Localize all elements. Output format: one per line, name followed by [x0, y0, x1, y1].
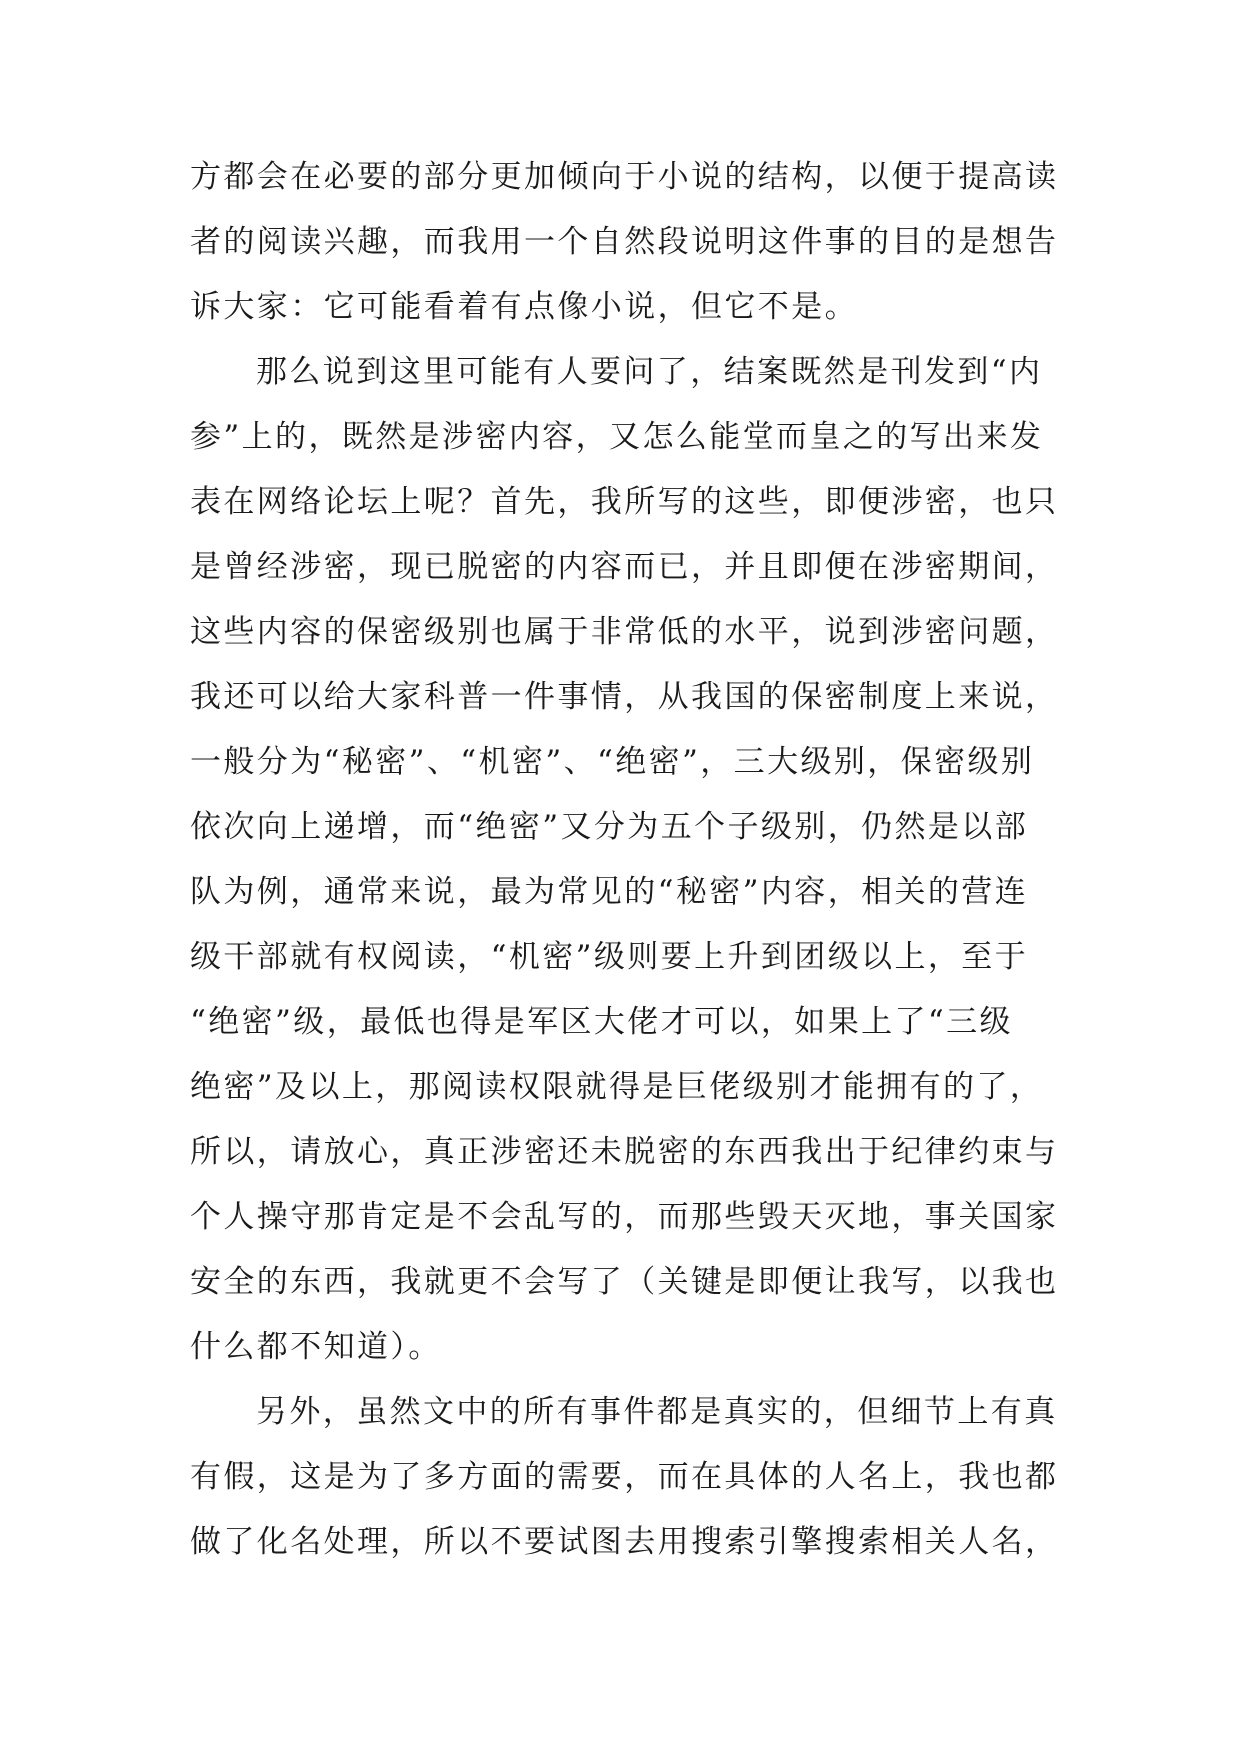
text-line-3: 诉大家：它可能看着有点像小说，但它不是。 — [190, 289, 858, 325]
text-line-13: 级干部就有权阅读，“机密”级则要上升到团级以上，至于 — [190, 939, 1029, 975]
text-line-8: 这些内容的保密级别也属于非常低的水平，说到涉密问题， — [190, 614, 1059, 650]
text-line-21: 有假，这是为了多方面的需要，而在具体的人名上，我也都 — [190, 1459, 1059, 1495]
text-line-15: 绝密”及以上，那阅读权限就得是巨佬级别才能拥有的了， — [190, 1069, 1044, 1105]
text-line-11: 依次向上递增，而“绝密”又分为五个子级别，仍然是以部 — [190, 809, 1029, 845]
text-line-1: 方都会在必要的部分更加倾向于小说的结构，以便于提高读 — [190, 159, 1059, 195]
text-line-17: 个人操守那肯定是不会乱写的，而那些毁天灭地，事关国家 — [190, 1199, 1059, 1235]
body-text — [190, 145, 1059, 1575]
text-line-16: 所以，请放心，真正涉密还未脱密的东西我出于纪律约束与 — [190, 1134, 1059, 1170]
text-line-2: 者的阅读兴趣，而我用一个自然段说明这件事的目的是想告 — [190, 224, 1059, 260]
text-line-9: 我还可以给大家科普一件事情，从我国的保密制度上来说， — [190, 679, 1059, 715]
text-line-22: 做了化名处理，所以不要试图去用搜索引擎搜索相关人名， — [190, 1524, 1059, 1560]
text-line-12: 队为例，通常来说，最为常见的“秘密”内容，相关的营连 — [190, 874, 1029, 910]
text-line-10: 一般分为“秘密”、“机密”、“绝密”，三大级别，保密级别 — [190, 744, 1035, 780]
text-line-5: 参”上的，既然是涉密内容，又怎么能堂而皇之的写出来发 — [190, 419, 1044, 455]
text-line-4: 那么说到这里可能有人要问了，结案既然是刊发到“内 — [256, 354, 1043, 390]
text-line-20: 另外，虽然文中的所有事件都是真实的，但细节上有真 — [256, 1394, 1058, 1430]
text-line-7: 是曾经涉密，现已脱密的内容而已，并且即便在涉密期间， — [190, 549, 1059, 585]
text-line-18: 安全的东西，我就更不会写了（关键是即便让我写，以我也 — [190, 1264, 1059, 1300]
text-line-14: “绝密”级，最低也得是军区大佬才可以，如果上了“三级 — [190, 1004, 1013, 1040]
text-line-19: 什么都不知道）。 — [190, 1329, 442, 1365]
text-line-6: 表在网络论坛上呢？首先，我所写的这些，即便涉密，也只 — [190, 484, 1059, 520]
